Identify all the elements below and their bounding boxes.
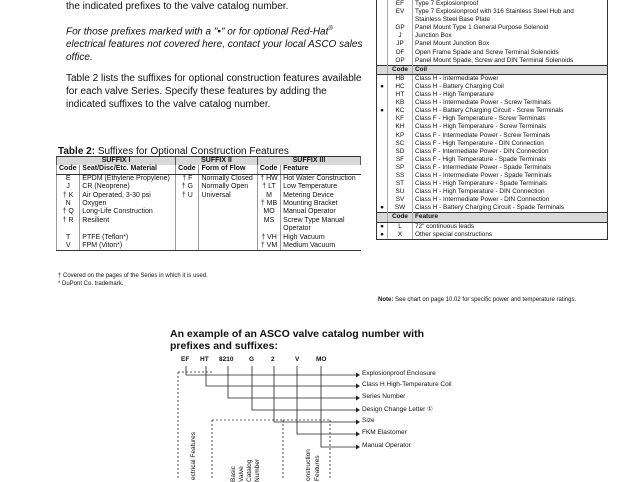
desc-cell: 72" continuous leads	[413, 222, 608, 231]
feature-code-header: Code	[388, 213, 413, 222]
code-cell: L	[388, 222, 413, 231]
segment-2: 2	[271, 356, 275, 363]
table2-title-rest: Suffixes for Optional Construction Features	[95, 146, 289, 157]
label-series: Series Number	[362, 393, 406, 400]
desc-cell: Class H - Intermediate Power - DIN Connection	[413, 196, 608, 204]
desc-cell: Normally Closed	[199, 174, 257, 183]
desc-cell: Class H - Battery Charging Coil	[413, 83, 608, 91]
bullet-icon: ●	[380, 82, 384, 90]
segment-ht: HT	[200, 356, 209, 363]
footnote-1: † Covered on the pages of the Series in which it is used.	[58, 273, 208, 279]
desc-cell: Operator	[281, 225, 361, 233]
desc-cell: PTFE (Teflon*)	[80, 234, 176, 242]
segment-series: 8210	[219, 356, 234, 363]
code-cell: † U	[176, 192, 199, 200]
code-cell: J	[388, 32, 413, 40]
code-cell: X	[388, 231, 413, 240]
desc-cell: Screw Type Manual	[281, 217, 361, 225]
code-cell: SF	[388, 156, 413, 164]
code-cell: † LT	[257, 183, 280, 191]
code-cell: EV	[388, 8, 413, 16]
desc-cell: Manual Operator	[281, 208, 361, 216]
note-text: See chart on page 10.02 for specific power and temperature ratings.	[393, 297, 577, 303]
col-header: Code	[57, 165, 80, 174]
bullet-icon: ●	[377, 231, 388, 240]
intro-para3: Table 2 lists the suffixes for optional construction features available for each valve Series. Specify these features by adding the indicated suffixes to the valve catalog number.	[66, 73, 362, 111]
bullet-icon: ●	[380, 107, 384, 115]
desc-cell: Medium Vacuum	[281, 242, 361, 251]
code-cell: GP	[388, 24, 413, 32]
vlabel-basic: Basic	[230, 466, 237, 482]
code-cell: HB	[388, 74, 413, 83]
desc-cell: Class H - Intermediate Power - Screw Terminals	[413, 99, 608, 107]
code-cell: SV	[388, 196, 413, 204]
col-header: Code	[176, 165, 199, 174]
vlabel-features: Features	[314, 455, 321, 481]
table2-title-bold: Table 2:	[58, 146, 96, 157]
group-suffix-3: SUFFIX III	[257, 157, 360, 166]
desc-cell: Class H - Intermediate Power	[413, 74, 608, 83]
desc-cell: Panel Mount Junction Box	[413, 40, 608, 48]
desc-cell: Type 7 Explosionproof	[413, 0, 608, 8]
label-coil: Class H High-Temperature Coil	[362, 381, 452, 388]
desc-cell: Hot Water Construction	[281, 174, 361, 183]
desc-cell: Long-Life Construction	[80, 208, 176, 216]
vlabel-catalog: Catalog	[246, 459, 253, 482]
code-cell: SW	[388, 204, 413, 213]
desc-cell: Metering Device	[281, 192, 361, 200]
desc-cell: Open Frame Spade and Screw Terminal Solenoids	[413, 49, 608, 57]
desc-cell: Type 7 Explosionproof with 316 Stainless Steel Hub and	[413, 8, 608, 16]
code-cell: SP	[388, 164, 413, 172]
desc-cell: Class H - High Temperature - Screw Terminals	[413, 123, 608, 131]
code-cell: M	[257, 192, 280, 200]
code-cell: † HW	[257, 174, 280, 183]
segment-ef: EF	[181, 356, 190, 363]
desc-cell: Class H - Intermediate Power - Spade Terminals	[413, 172, 608, 180]
desc-cell: Class F - Intermediate Power - Spade Terminals	[413, 164, 608, 172]
vlabel-electrical: ectrical Features	[190, 431, 197, 480]
desc-cell: CR (Neoprene)	[80, 183, 176, 191]
bullet-icon: ●	[380, 204, 384, 212]
desc-cell: Oxygen	[80, 200, 176, 208]
code-cell: † G	[176, 183, 199, 191]
example-title-line1: An example of an ASCO valve catalog number with	[170, 328, 425, 340]
desc-cell: Class F - High Temperature - Screw Terminals	[413, 115, 608, 123]
desc-cell: Low Temperature	[281, 183, 361, 191]
code-cell: OP	[388, 57, 413, 66]
desc-cell: Panel Mount Spade, Screw and DIN Terminal Solenoids	[413, 57, 608, 66]
footnote-2: * DuPont Co. trademark.	[58, 280, 124, 287]
segment-v: V	[295, 356, 300, 363]
vlabel-construction: onstruction	[305, 449, 312, 481]
para2-part-a: For those prefixes marked with a "	[66, 26, 218, 38]
label-manual-operator: Manual Operator	[362, 442, 411, 449]
code-cell: † VM	[257, 242, 280, 251]
code-cell: E	[57, 174, 80, 183]
desc-cell: Class F - Intermediate Power - Screw Terminals	[413, 132, 608, 140]
desc-cell: Normally Open	[199, 183, 257, 191]
code-cell: KH	[388, 123, 413, 131]
example-title-line2: prefixes and suffixes:	[170, 340, 278, 352]
note-label: Note:	[378, 297, 394, 303]
code-cell: MO	[257, 208, 280, 216]
code-cell: HC	[388, 83, 413, 91]
desc-cell: Junction Box	[413, 32, 608, 40]
code-cell: † R	[57, 217, 80, 225]
code-cell: JP	[388, 40, 413, 48]
para2-part-c: electrical features not covered here, contact your local ASCO sales office.	[66, 39, 363, 64]
vlabel-number: Number	[254, 458, 261, 482]
code-cell: † MB	[257, 200, 280, 208]
code-cell: SC	[388, 140, 413, 148]
code-cell: † VH	[257, 234, 280, 242]
code-cell: SS	[388, 172, 413, 180]
code-cell: J	[57, 183, 80, 191]
segment-g: G	[249, 356, 255, 363]
code-cell: SD	[388, 148, 413, 156]
desc-cell: Other special constructions	[413, 231, 608, 240]
code-cell: MS	[257, 217, 280, 225]
code-cell: HT	[388, 91, 413, 99]
code-cell: KP	[388, 132, 413, 140]
code-cell: † K	[57, 192, 80, 200]
code-cell: KC	[388, 107, 413, 115]
code-cell: † F	[176, 174, 199, 183]
desc-cell: Universal	[199, 192, 257, 200]
code-cell: ST	[388, 180, 413, 188]
code-cell: † Q	[57, 208, 80, 216]
group-suffix-1: SUFFIX I	[57, 157, 176, 166]
desc-cell: Panel Mount Type 1 General Purpose Solenoid	[413, 24, 608, 32]
desc-cell: Resilient	[80, 217, 176, 225]
desc-cell: Class H - Battery Charging Circuit - Screw Terminals	[413, 107, 608, 115]
desc-cell: High Vacuum	[281, 234, 361, 242]
intro-line1: the indicated prefixes to the valve catalog number.	[66, 1, 289, 12]
feature-header: Feature	[413, 213, 608, 222]
code-cell: T	[57, 234, 80, 242]
desc-cell: Mounting Bracket	[281, 200, 361, 208]
code-cell: OF	[388, 49, 413, 57]
label-fkm: FKM Elastomer	[362, 429, 407, 436]
desc-cell: Class H - High Temperature	[413, 91, 608, 99]
para2-part-b: " or for optional Red-Hat	[220, 26, 329, 38]
bullet-icon: •	[217, 26, 221, 38]
col-header: Seat/Disc/Etc. Material	[80, 165, 176, 174]
desc-cell: FPM (Viton*)	[80, 242, 176, 251]
label-size: Size	[362, 417, 375, 424]
desc-cell: Class F - High Temperature - DIN Connection	[413, 140, 608, 148]
label-design-change: Design Change Letter ①	[362, 406, 433, 413]
registered-mark: ®	[328, 26, 333, 32]
desc-cell: Class H - High Temperature - Spade Terminals	[413, 180, 608, 188]
desc-cell: Class F - High Temperature - Spade Terminals	[413, 156, 608, 164]
desc-cell: Stainless Steel Base Plate	[413, 16, 608, 24]
coil-header: Coil	[413, 65, 608, 74]
code-cell: KB	[388, 99, 413, 107]
code-cell: EF	[388, 0, 413, 8]
desc-cell: EPDM (Ethylene Propylene)	[80, 174, 176, 183]
segment-mo: MO	[316, 356, 327, 363]
code-cell: SU	[388, 188, 413, 196]
desc-cell: Class H - Battery Charging Circuit - Spade Terminals	[413, 204, 608, 213]
col-header: Feature	[281, 165, 361, 174]
col-header: Form of Flow	[199, 165, 257, 174]
code-cell: KF	[388, 115, 413, 123]
desc-cell: Class H - High Temperature - DIN Connection	[413, 188, 608, 196]
col-header: Code	[257, 165, 280, 174]
code-cell: V	[57, 242, 80, 251]
bullet-icon: ●	[380, 222, 384, 230]
label-explosionproof: Explosionproof Enclosure	[362, 370, 436, 377]
desc-cell: Air Operated, 3-30 psi	[80, 192, 176, 200]
code-cell: N	[57, 200, 80, 208]
desc-cell: Class F - Intermediate Power - DIN Connection	[413, 148, 608, 156]
group-suffix-2: SUFFIX II	[176, 157, 258, 166]
coil-code-header: Code	[388, 65, 413, 74]
vlabel-valve: Valve	[238, 466, 245, 482]
